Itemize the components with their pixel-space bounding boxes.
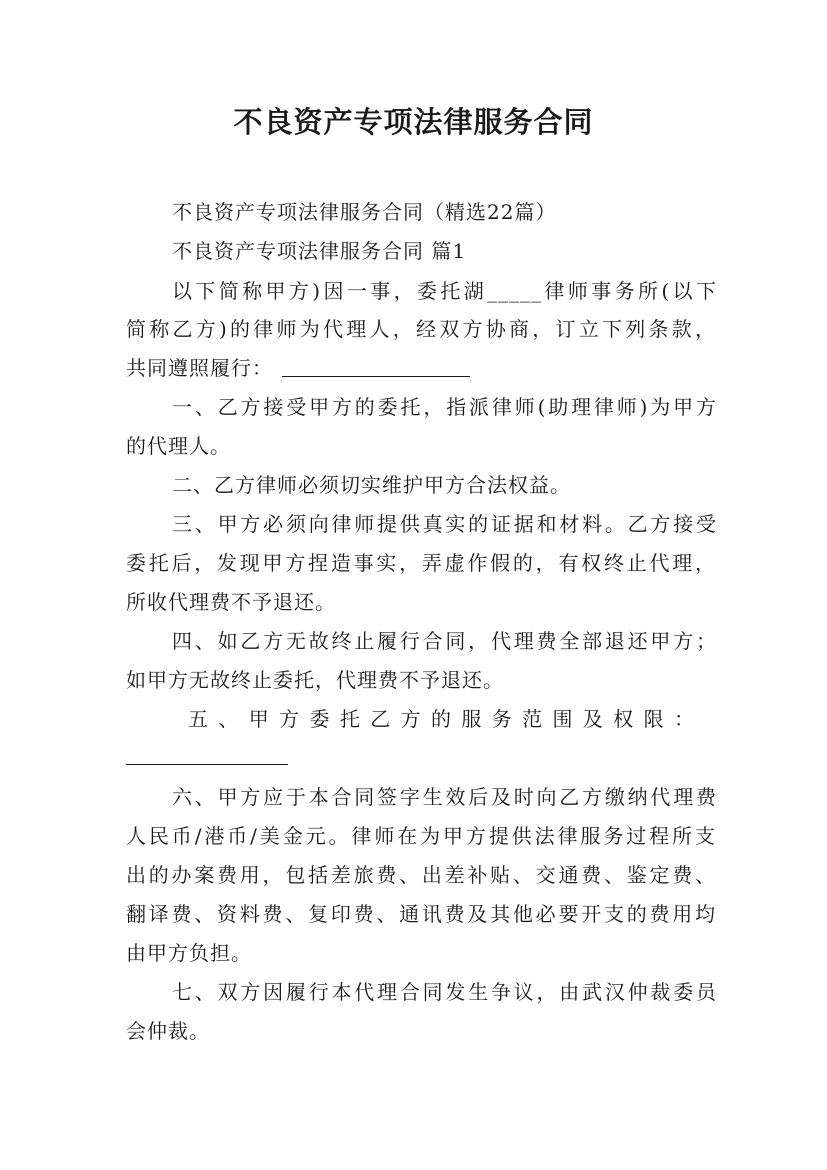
- section-heading: 不良资产专项法律服务合同 篇1: [172, 239, 467, 263]
- clause-7: 七、双方因履行本代理合同发生争议，由武汉仲裁委员: [172, 980, 717, 1004]
- body-line: 如甲方无故终止委托，代理费不予退还。: [126, 668, 504, 692]
- body-line: 出的办案费用，包括差旅费、出差补贴、交通费、鉴定费、: [126, 863, 716, 887]
- clause-5: 五、甲方委托乙方的服务范围及权限：: [188, 707, 695, 731]
- body-line: 以下简称甲方)因一事，委托湖_____律师事务所(以下: [172, 279, 717, 303]
- body-line: 翻译费、资料费、复印费、通讯费及其他必要开支的费用均: [126, 902, 716, 926]
- body-line: 由甲方负担。: [126, 941, 252, 965]
- body-line: 简称乙方)的律师为代理人，经双方协商，订立下列条款，: [126, 317, 716, 341]
- body-line: 人民币/港币/美金元。律师在为甲方提供法律服务过程所支: [126, 824, 716, 848]
- body-line: 会仲裁。: [126, 1019, 210, 1043]
- body-line: 共同遵照履行：: [126, 356, 273, 380]
- clause-3: 三、甲方必须向律师提供真实的证据和材料。乙方接受: [172, 512, 717, 536]
- subtitle-line: 不良资产专项法律服务合同（精选22篇）: [172, 200, 557, 224]
- document-title: 不良资产专项法律服务合同: [233, 105, 594, 139]
- body-line: 委托后，发现甲方捏造事实，弄虚作假的，有权终止代理，: [126, 551, 716, 575]
- body-line: 的代理人。: [126, 434, 231, 458]
- fill-in-blank: [282, 376, 470, 377]
- fill-in-blank: [126, 764, 288, 765]
- clause-1: 一、乙方接受甲方的委托，指派律师(助理律师)为甲方: [172, 395, 717, 419]
- clause-4: 四、如乙方无故终止履行合同，代理费全部退还甲方；: [172, 629, 717, 653]
- body-line: 所收代理费不予退还。: [126, 590, 336, 614]
- clause-2: 二、乙方律师必须切实维护甲方合法权益。: [172, 473, 571, 497]
- clause-6: 六、甲方应于本合同签字生效后及时向乙方缴纳代理费: [172, 785, 717, 809]
